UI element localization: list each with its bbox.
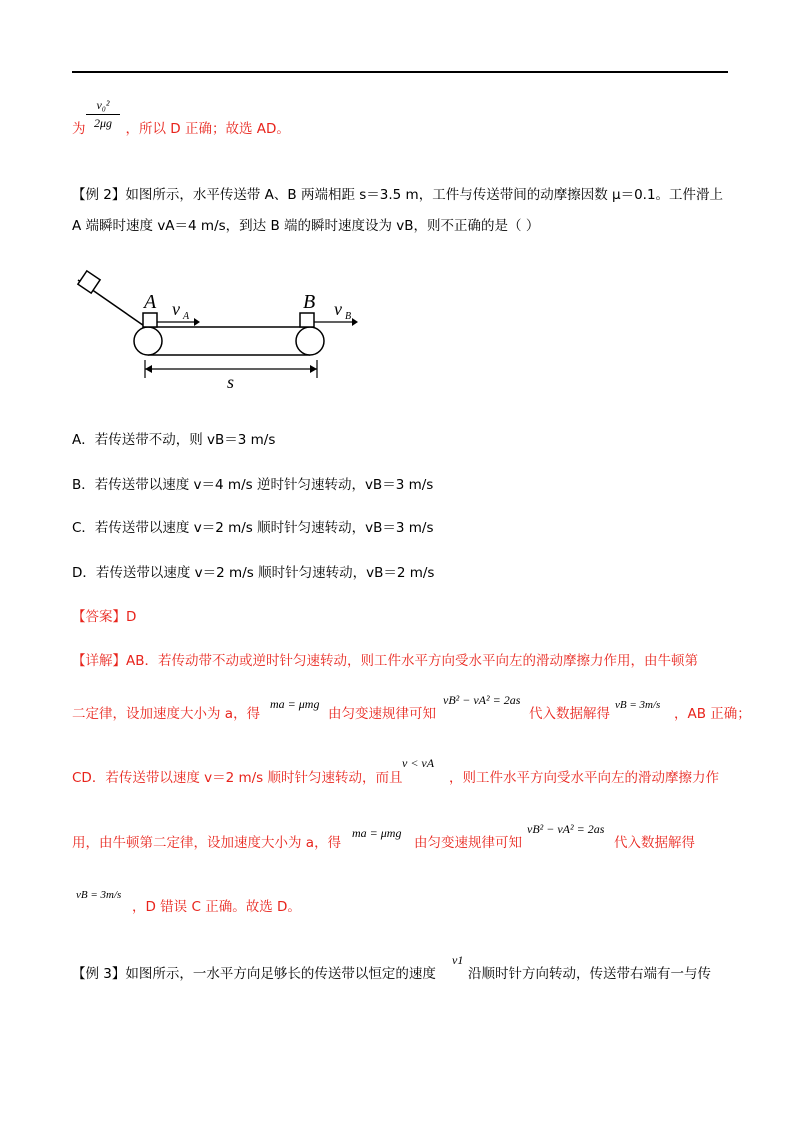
option-b: B．若传送带以速度 v＝4 m/s 逆时针匀速转动，vB＝3 m/s	[72, 477, 434, 493]
explain-line4c: 代入数据解得	[614, 835, 695, 851]
example2-line2: A 端瞬时速度 vA＝4 m/s，到达 B 端的瞬时速度设为 vB，则不正确的是（ ）	[72, 218, 540, 234]
fraction-numerator: v₀²	[86, 98, 120, 115]
arrow-va-head	[194, 318, 200, 326]
math-kinematics-2: vB² − vA² = 2as	[527, 822, 605, 836]
label-s: s	[227, 372, 235, 390]
explain-line2d: ，AB 正确；	[674, 706, 751, 722]
example3-label: 【例 3】	[72, 966, 126, 982]
option-a: A．若传送带不动，则 vB＝3 m/s	[72, 432, 276, 448]
math-vb-result-1: vB = 3m/s	[615, 699, 661, 711]
label-a: A	[144, 291, 157, 313]
explain-line2c: 代入数据解得	[529, 706, 610, 722]
explain-line2b: 由匀变速规律可知	[328, 706, 436, 722]
math-v-less-va: v < vA	[402, 756, 435, 770]
label-vb-sub: B	[345, 311, 352, 322]
dim-arrow-right	[310, 365, 317, 373]
explain-line4a: 用，由牛顿第二定律，设加速度大小为 a，得	[72, 835, 342, 851]
label-va: v	[172, 299, 180, 319]
explain-line2a: 二定律，设加速度大小为 a，得	[72, 706, 261, 722]
example2-label: 【例 2】	[72, 187, 126, 203]
option-d: D．若传送带以速度 v＝2 m/s 顺时针匀速转动，vB＝2 m/s	[72, 565, 435, 581]
label-va-sub: A	[183, 311, 190, 322]
answer: 【答案】D	[72, 609, 137, 625]
fraction-denominator: 2μg	[93, 116, 113, 130]
example2-line1	[72, 187, 723, 203]
label-vb: v	[334, 299, 342, 319]
example3-line1	[72, 966, 436, 982]
explain-line4b: 由匀变速规律可知	[414, 835, 522, 851]
block-b	[300, 313, 314, 327]
explain-line3a: CD．若传送带以速度 v＝2 m/s 顺时针匀速转动，而且	[72, 770, 403, 786]
example3-text2: 沿顺时针方向转动，传送带右端有一与传	[468, 966, 711, 982]
example2-text1: 如图所示，水平传送带 A、B 两端相距 s＝3.5 m，工件与传送带间的动摩擦因数 μ＝0.1。工件滑上	[125, 187, 724, 203]
math-ma-mumg-2: ma = μmg	[352, 826, 402, 840]
math-kinematics-1: vB² − vA² = 2as	[443, 693, 521, 707]
conveyor-belt-figure	[70, 260, 370, 390]
intro-text: ，所以 D 正确；故选 AD。	[125, 121, 290, 137]
incline-box	[78, 271, 100, 293]
example3-text1: 如图所示，一水平方向足够长的传送带以恒定的速度	[125, 966, 436, 982]
pulley-right	[296, 327, 324, 355]
option-c: C．若传送带以速度 v＝2 m/s 顺时针匀速转动，vB＝3 m/s	[72, 520, 434, 536]
header-rule	[72, 71, 728, 73]
math-v1: v1	[452, 953, 464, 967]
explain-line1: 【详解】AB．若传动带不动或逆时针匀速转动，则工件水平方向受水平向左的滑动摩擦力作用，由牛顿第	[72, 653, 698, 669]
math-ma-mumg-1: ma = μmg	[270, 697, 320, 711]
explain-line5: ，D 错误 C 正确。故选 D。	[132, 899, 301, 915]
arrow-vb-head	[352, 318, 358, 326]
dim-arrow-left	[145, 365, 152, 373]
label-b: B	[303, 291, 316, 313]
block-a	[143, 313, 157, 327]
intro-prefix: 为	[72, 121, 86, 137]
math-vb-result-2: vB = 3m/s	[76, 889, 122, 901]
intro-line	[72, 121, 290, 137]
explain-line3b: ，则工件水平方向受水平向左的滑动摩擦力作	[449, 770, 719, 786]
pulley-left	[134, 327, 162, 355]
